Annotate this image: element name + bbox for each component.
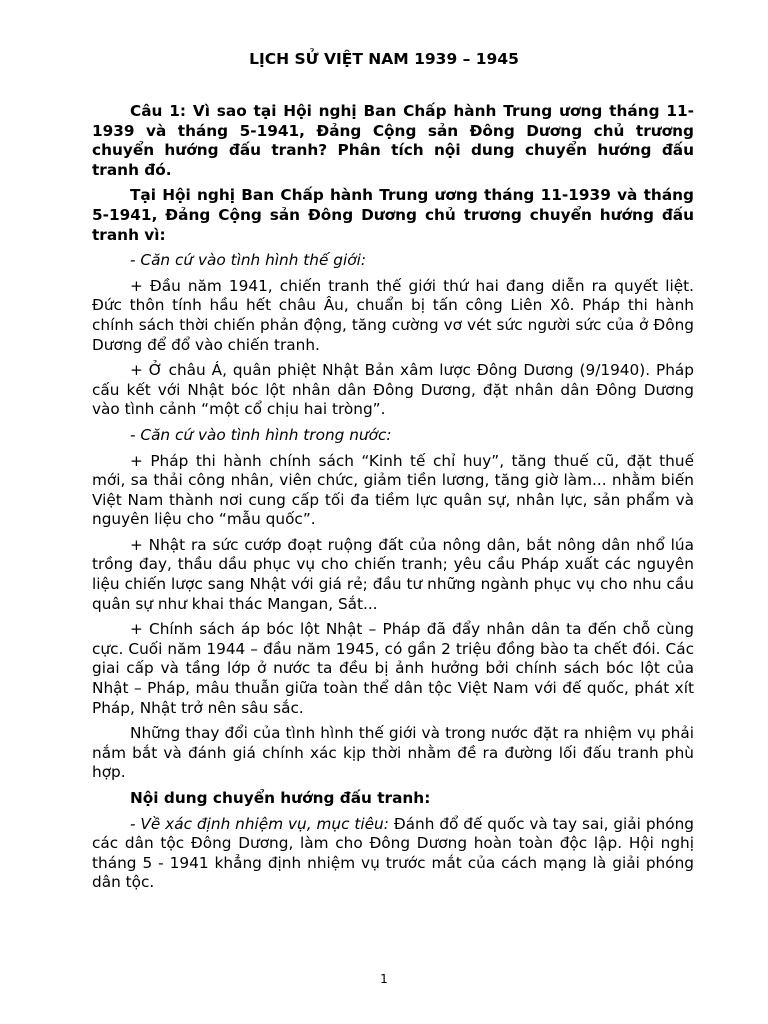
document-title: LỊCH SỬ VIỆT NAM 1939 – 1945 bbox=[249, 50, 519, 68]
domestic-situation-heading: - Căn cứ vào tình hình trong nước: bbox=[130, 425, 392, 444]
domestic-point-1: + Pháp thi hành chính sách “Kinh tế chỉ huy”, tăng thuế cũ, đặt thuế mới, sa thải công nhân, viên chức, giảm tiền lương, tăng giờ làm... nhằm biến Việt Nam thành nơi cung cấp tối đa tiềm lực quân sự, nhân lực, sản phẩm và nguyên liệu cho “mẫu quốc”. bbox=[92, 451, 694, 529]
task-text: Đánh đổ đế quốc và tay sai, giải phóng các dân tộc Đông Dương, làm cho Đông Dương hoàn toàn độc lập. Hội nghị tháng 5 - 1941 khẳng định nhiệm vụ trước mắt của cách mạng là giải phóng dân tộc. bbox=[92, 814, 694, 892]
domestic-point-2: + Nhật ra sức cướp đoạt ruộng đất của nông dân, bắt nông dân nhổ lúa trồng đay, thầu dầu phục vụ cho chiến tranh; yêu cầu Pháp xuất các nguyên liệu chiến lược sang Nhật với giá rẻ; đầu tư những ngành phục vụ cho nhu cầu quân sự như khai thác Mangan, Sắt... bbox=[92, 535, 694, 613]
question-paragraph: Câu 1: Vì sao tại Hội nghị Ban Chấp hành Trung ương tháng 11-1939 và tháng 5-1941, Đảng Cộng sản Đông Dương chủ trương chuyển hướng đấu tranh? Phân tích nội dung chuyển hướng đấu tranh đó. bbox=[92, 102, 694, 179]
answer-intro-paragraph: Tại Hội nghị Ban Chấp hành Trung ương tháng 11-1939 và tháng 5-1941, Đảng Cộng sản Đông Dương chủ trương chuyển hướng đấu tranh vì: bbox=[92, 186, 694, 244]
task-label: - Về xác định nhiệm vụ, mục tiêu: bbox=[130, 814, 389, 833]
world-point-2: + Ở châu Á, quân phiệt Nhật Bản xâm lược Đông Dương (9/1940). Pháp cấu kết với Nhật bóc lột nhân dân Đông Dương, đặt nhân dân Đông Dương vào tình cảnh “một cổ chịu hai tròng”. bbox=[92, 361, 694, 419]
world-point-1: + Đầu năm 1941, chiến tranh thế giới thứ hai đang diễn ra quyết liệt. Đức thôn tính hầu hết châu Âu, chuẩn bị tấn công Liên Xô. Pháp thi hành chính sách thời chiến phản động, tăng cường vơ vét sức người sức của ở Đông Dương để đổ vào chiến tranh. bbox=[92, 276, 694, 354]
domestic-point-3: + Chính sách áp bóc lột Nhật – Pháp đã đẩy nhân dân ta đến chỗ cùng cực. Cuối năm 1944 – đầu năm 1945, có gần 2 triệu đồng bào ta chết đói. Các giai cấp và tầng lớp ở nước ta đều bị ảnh hưởng bởi chính sách bóc lột của Nhật – Pháp, mâu thuẫn giữa toàn thể dân tộc Việt Nam với đế quốc, phát xít Pháp, Nhật trở nên sâu sắc. bbox=[92, 620, 694, 717]
conclusion-paragraph: Những thay đổi của tình hình thế giới và trong nước đặt ra nhiệm vụ phải nắm bắt và đánh giá chính xác kịp thời nhằm đề ra đường lối đấu tranh phù hợp. bbox=[92, 724, 694, 782]
world-situation-heading: - Căn cứ vào tình hình thế giới: bbox=[130, 251, 366, 270]
content-heading: Nội dung chuyển hướng đấu tranh: bbox=[130, 789, 431, 807]
task-paragraph bbox=[92, 815, 694, 893]
document-body bbox=[92, 102, 694, 899]
page-number: 1 bbox=[380, 972, 388, 986]
